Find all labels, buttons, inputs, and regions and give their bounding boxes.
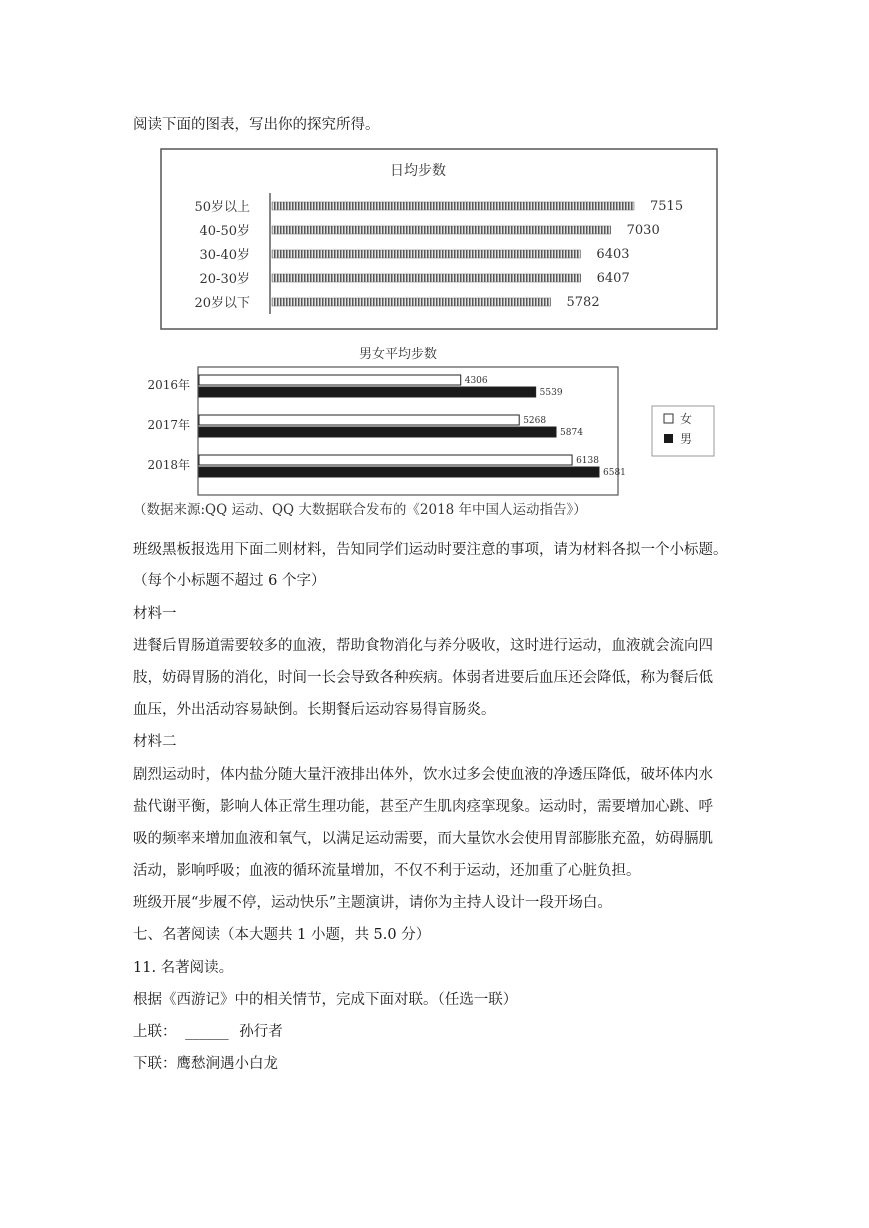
chart2-value-label: 5874 xyxy=(560,428,583,438)
question-11-instruction: 根据《西游记》中的相关情节，完成下面对联。（任选一联） xyxy=(133,992,518,1008)
chart2-title: 男女平均步数 xyxy=(358,347,438,362)
upper-couplet-label: 上联： xyxy=(133,1024,177,1040)
legend-swatch-female xyxy=(664,414,673,423)
task-heading: 班级黑板报选用下面二则材料，告知同学们运动时要注意的事项，请为材料各拟一个小标题。 xyxy=(133,542,728,558)
lower-couplet-label: 下联： xyxy=(133,1056,177,1072)
upper-couplet xyxy=(133,1020,283,1041)
material2-line: 活动，影响呼吸；血液的循环流量增加，不仅不利于运动，还加重了心脏负担。 xyxy=(133,863,641,879)
chart1-bar xyxy=(272,250,580,258)
legend-swatch-male xyxy=(664,434,673,443)
material2-line: 剧烈运动时，体内盐分随大量汗液排出体外，饮水过多会使血液的净透压降低，破坏体内水 xyxy=(133,767,713,783)
lower-couplet xyxy=(133,1052,278,1073)
chart2-bar xyxy=(199,427,556,437)
chart2-value-label: 5268 xyxy=(523,416,547,426)
chart1-category-label: 50岁以上 xyxy=(194,200,250,215)
material1-line: 血压，外出活动容易缺倒。长期餐后运动容易得盲肠炎。 xyxy=(133,702,496,718)
chart2-bar xyxy=(199,455,572,465)
material1-line: 进餐后胃肠道需要较多的血液，帮助食物消化与养分吸收，这时进行运动，血液就会流向四 xyxy=(133,638,713,654)
chart2-legend xyxy=(652,406,714,456)
chart1-value-label: 7515 xyxy=(650,199,684,214)
speech-task: 班级开展“步履不停，运动快乐”主题演讲，请你为主持人设计一段开场白。 xyxy=(133,895,612,911)
legend-label-female: 女 xyxy=(680,412,693,426)
chart2-value-label: 5539 xyxy=(539,388,563,398)
daily-steps-chart xyxy=(160,148,720,331)
chart2-bar xyxy=(199,415,519,425)
chart2-category-label: 2016年 xyxy=(147,378,190,392)
chart1-category-label: 20-30岁 xyxy=(199,272,250,287)
chart1-category-label: 40-50岁 xyxy=(199,224,250,239)
chart2-category-label: 2017年 xyxy=(147,418,190,432)
chart1-value-label: 6407 xyxy=(596,271,630,286)
chart1-title: 日均步数 xyxy=(390,163,446,179)
lower-couplet-text: 鹰愁涧遇小白龙 xyxy=(176,1056,278,1072)
data-source-note: （数据来源:QQ 运动、QQ 大数据联合发布的《2018 年中国人运动指告》） xyxy=(133,502,587,518)
chart2-value-label: 6138 xyxy=(576,456,599,466)
chart1-bar xyxy=(272,298,551,306)
chart2-value-label: 6581 xyxy=(603,468,626,478)
chart1-bar xyxy=(272,274,581,282)
gender-steps-chart xyxy=(140,342,740,498)
chart1-value-label: 5782 xyxy=(566,295,600,310)
chart1-category-label: 30-40岁 xyxy=(199,248,250,263)
section-seven-heading: 七、名著阅读（本大题共 1 小题，共 5.0 分） xyxy=(133,927,431,943)
intro-text: 阅读下面的图表，写出你的探究所得。 xyxy=(133,117,380,133)
chart1-bar xyxy=(272,202,634,210)
chart2-value-label: 4306 xyxy=(464,376,488,386)
material2-title: 材料二 xyxy=(133,734,177,750)
material1-line: 肢，妨碍胃肠的消化，时间一长会导致各种疾病。体弱者进要后血压还会降低，称为餐后低 xyxy=(133,670,713,686)
material2-line: 盐代谢平衡，影响人体正常生理功能，甚至产生肌肉痉挛现象。运动时，需要增加心跳、呼 xyxy=(133,799,713,815)
chart1-value-label: 6403 xyxy=(596,247,630,262)
chart1-value-label: 7030 xyxy=(626,223,660,238)
chart2-category-label: 2018年 xyxy=(147,458,190,472)
chart2-bar xyxy=(199,387,536,397)
chart1-bar xyxy=(272,226,611,234)
question-11: 11. 名著阅读。 xyxy=(133,960,234,976)
chart1-category-label: 20岁以下 xyxy=(194,296,250,311)
upper-couplet-text: 孙行者 xyxy=(239,1024,283,1040)
material2-line: 吸的频率来增加血液和氧气，以满足运动需要，而大量饮水会使用胃部膨胀充盈，妨碍膈肌 xyxy=(133,831,713,847)
material1-title: 材料一 xyxy=(133,606,177,622)
task-note: （每个小标题不超过 6 个字） xyxy=(133,573,326,589)
chart2-bar xyxy=(199,375,461,385)
chart2-bar xyxy=(199,467,599,477)
legend-label-male: 男 xyxy=(680,432,693,446)
upper-couplet-blank[interactable]: ______ xyxy=(185,1024,229,1040)
